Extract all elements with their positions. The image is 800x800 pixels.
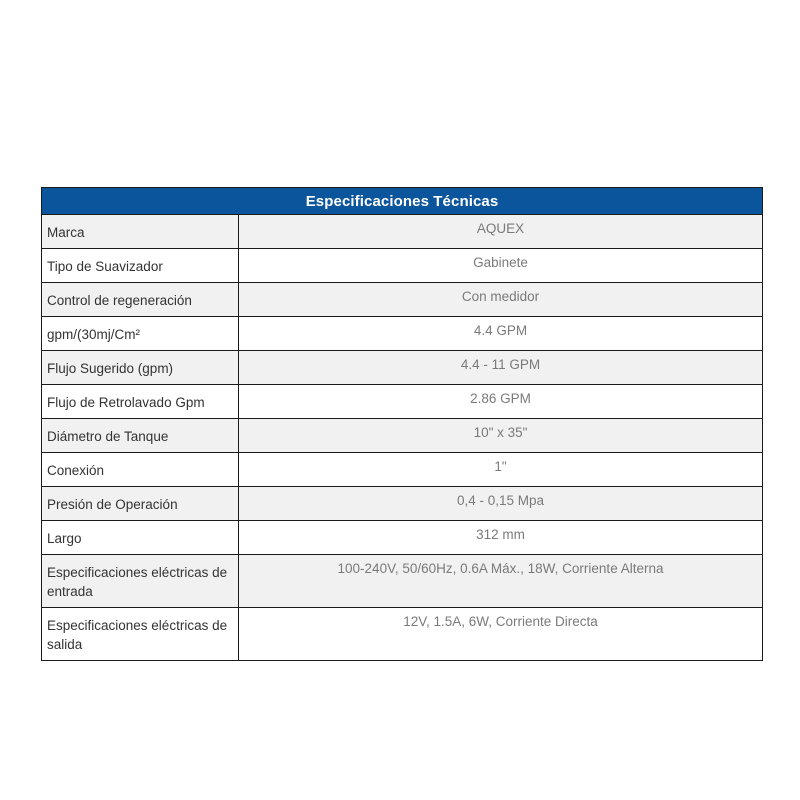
spec-label-flujo-retrolavado: Flujo de Retrolavado Gpm xyxy=(42,385,239,419)
spec-value-electricas-entrada: 100-240V, 50/60Hz, 0.6A Máx., 18W, Corriente Alterna xyxy=(239,555,763,608)
spec-label-gpm: gpm/(30mj/Cm² xyxy=(42,317,239,351)
spec-value-control-regeneracion: Con medidor xyxy=(239,283,763,317)
spec-label-largo: Largo xyxy=(42,521,239,555)
table-header-row xyxy=(42,188,763,215)
table-row xyxy=(42,419,763,453)
spec-value-conexion: 1" xyxy=(239,453,763,487)
spec-label-electricas-salida: Especificaciones eléctricas de salida xyxy=(42,608,239,661)
table-row xyxy=(42,215,763,249)
specifications-table xyxy=(41,187,763,661)
spec-value-diametro-tanque: 10" x 35" xyxy=(239,419,763,453)
table-row xyxy=(42,385,763,419)
table-row xyxy=(42,521,763,555)
spec-value-presion-operacion: 0,4 - 0,15 Mpa xyxy=(239,487,763,521)
spec-value-marca: AQUEX xyxy=(239,215,763,249)
spec-label-flujo-sugerido: Flujo Sugerido (gpm) xyxy=(42,351,239,385)
spec-label-presion-operacion: Presión de Operación xyxy=(42,487,239,521)
spec-label-electricas-entrada: Especificaciones eléctricas de entrada xyxy=(42,555,239,608)
spec-value-flujo-retrolavado: 2.86 GPM xyxy=(239,385,763,419)
table-row xyxy=(42,555,763,608)
spec-label-control-regeneracion: Control de regeneración xyxy=(42,283,239,317)
spec-value-flujo-sugerido: 4.4 - 11 GPM xyxy=(239,351,763,385)
table-row xyxy=(42,249,763,283)
spec-label-diametro-tanque: Diámetro de Tanque xyxy=(42,419,239,453)
table-row xyxy=(42,317,763,351)
table-title: Especificaciones Técnicas xyxy=(42,188,763,215)
spec-value-largo: 312 mm xyxy=(239,521,763,555)
table-row xyxy=(42,608,763,661)
spec-value-tipo-suavizador: Gabinete xyxy=(239,249,763,283)
table-row xyxy=(42,453,763,487)
table-row xyxy=(42,283,763,317)
table-row xyxy=(42,351,763,385)
spec-label-marca: Marca xyxy=(42,215,239,249)
spec-label-conexion: Conexión xyxy=(42,453,239,487)
spec-value-gpm: 4.4 GPM xyxy=(239,317,763,351)
table-row xyxy=(42,487,763,521)
spec-value-electricas-salida: 12V, 1.5A, 6W, Corriente Directa xyxy=(239,608,763,661)
spec-label-tipo-suavizador: Tipo de Suavizador xyxy=(42,249,239,283)
